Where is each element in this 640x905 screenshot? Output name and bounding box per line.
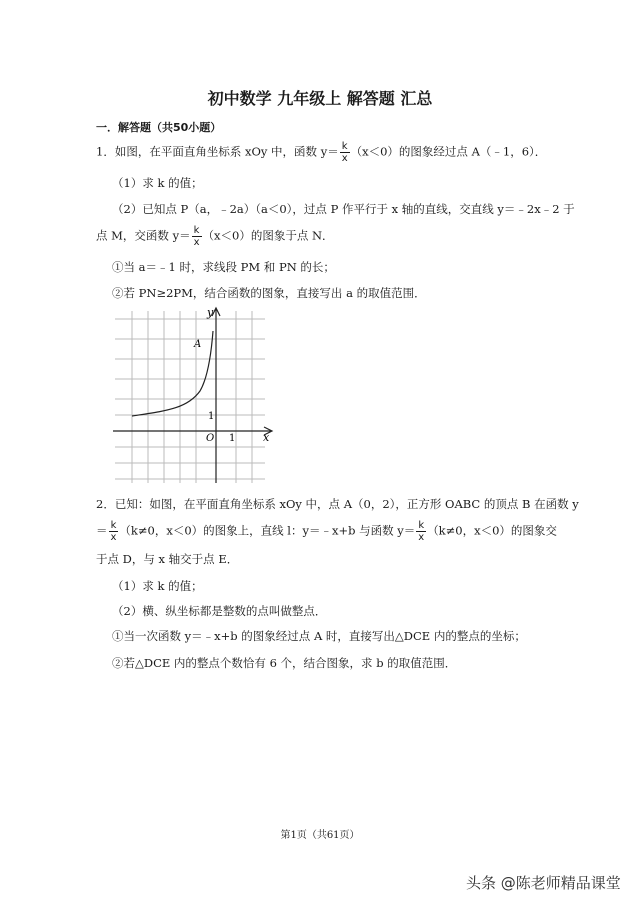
q1-part-1: （1）求 k 的值； [112,176,203,190]
q2-line-1: 2．已知：如图，在平面直角坐标系 xOy 中，点 A（0，2），正方形 OABC 的顶点 B 在函数 y [96,497,579,511]
page-title: 初中数学 九年级上 解答题 汇总 [207,89,433,108]
watermark: 头条 @陈老师精品课堂 [466,874,621,892]
q2-line-3: 于点 D，与 x 轴交于点 E． [96,552,239,566]
q2-part-1: （1）求 k 的值； [112,579,203,593]
q1-line-4: 点 M，交函数 y＝ $\frac{k}{x}$ （x＜0）的图象于点 N． [96,225,334,248]
fraction-k-over-x: $\frac{k}{x}$ [110,520,117,543]
point-a-label: A [194,339,202,350]
q1-sub-1: ①当 a＝﹣1 时，求线段 PM 和 PN 的长； [112,260,335,274]
x-tick-label: 1 [229,433,236,444]
section-heading: 一．解答题（共50小题） [96,121,222,134]
q2-part-2: （2）横、纵坐标都是整数的点叫做整点． [112,604,327,618]
fraction-k-over-x: $\frac{k}{x}$ [193,225,200,248]
fraction-k-over-x: $\frac{k}{x}$ [418,520,425,543]
q1-part-2: （2）已知点 P（a，﹣2a）（a＜0），过点 P 作平行于 x 轴的直线，交直线 y＝﹣2x﹣2 于 [112,202,575,216]
q1-line-1: 1．如图，在平面直角坐标系 xOy 中，函数 y＝ $\frac{k}{x}$ （x＜0）的图象经过点 A（﹣1，6）． [96,141,547,164]
page-footer: 第1页（共61页） [280,830,360,841]
q2-sub-2: ②若△DCE 内的整点个数恰有 6 个，结合图象，求 b 的取值范围． [112,656,457,670]
hyperbola-figure [105,305,285,485]
origin-label: O [206,433,215,444]
q2-line-2: ＝ $\frac{k}{x}$ （k≠0，x＜0）的图象上，直线 l：y＝﹣x+b 与函数 y＝ $\frac{k}{x}$ （k≠0，x＜0）的图象交 [96,520,557,543]
x-axis-label: x [263,431,270,444]
y-axis-label: y [207,306,214,319]
q1-sub-2: ②若 PN≥2PM，结合函数的图象，直接写出 a 的取值范围． [112,286,426,300]
grid-lines [115,311,265,483]
fraction-k-over-x: $\frac{k}{x}$ [341,141,348,164]
y-tick-label: 1 [208,411,215,422]
q2-sub-1: ①当一次函数 y＝﹣x+b 的图象经过点 A 时，直接写出△DCE 内的整点的坐标； [112,629,526,643]
